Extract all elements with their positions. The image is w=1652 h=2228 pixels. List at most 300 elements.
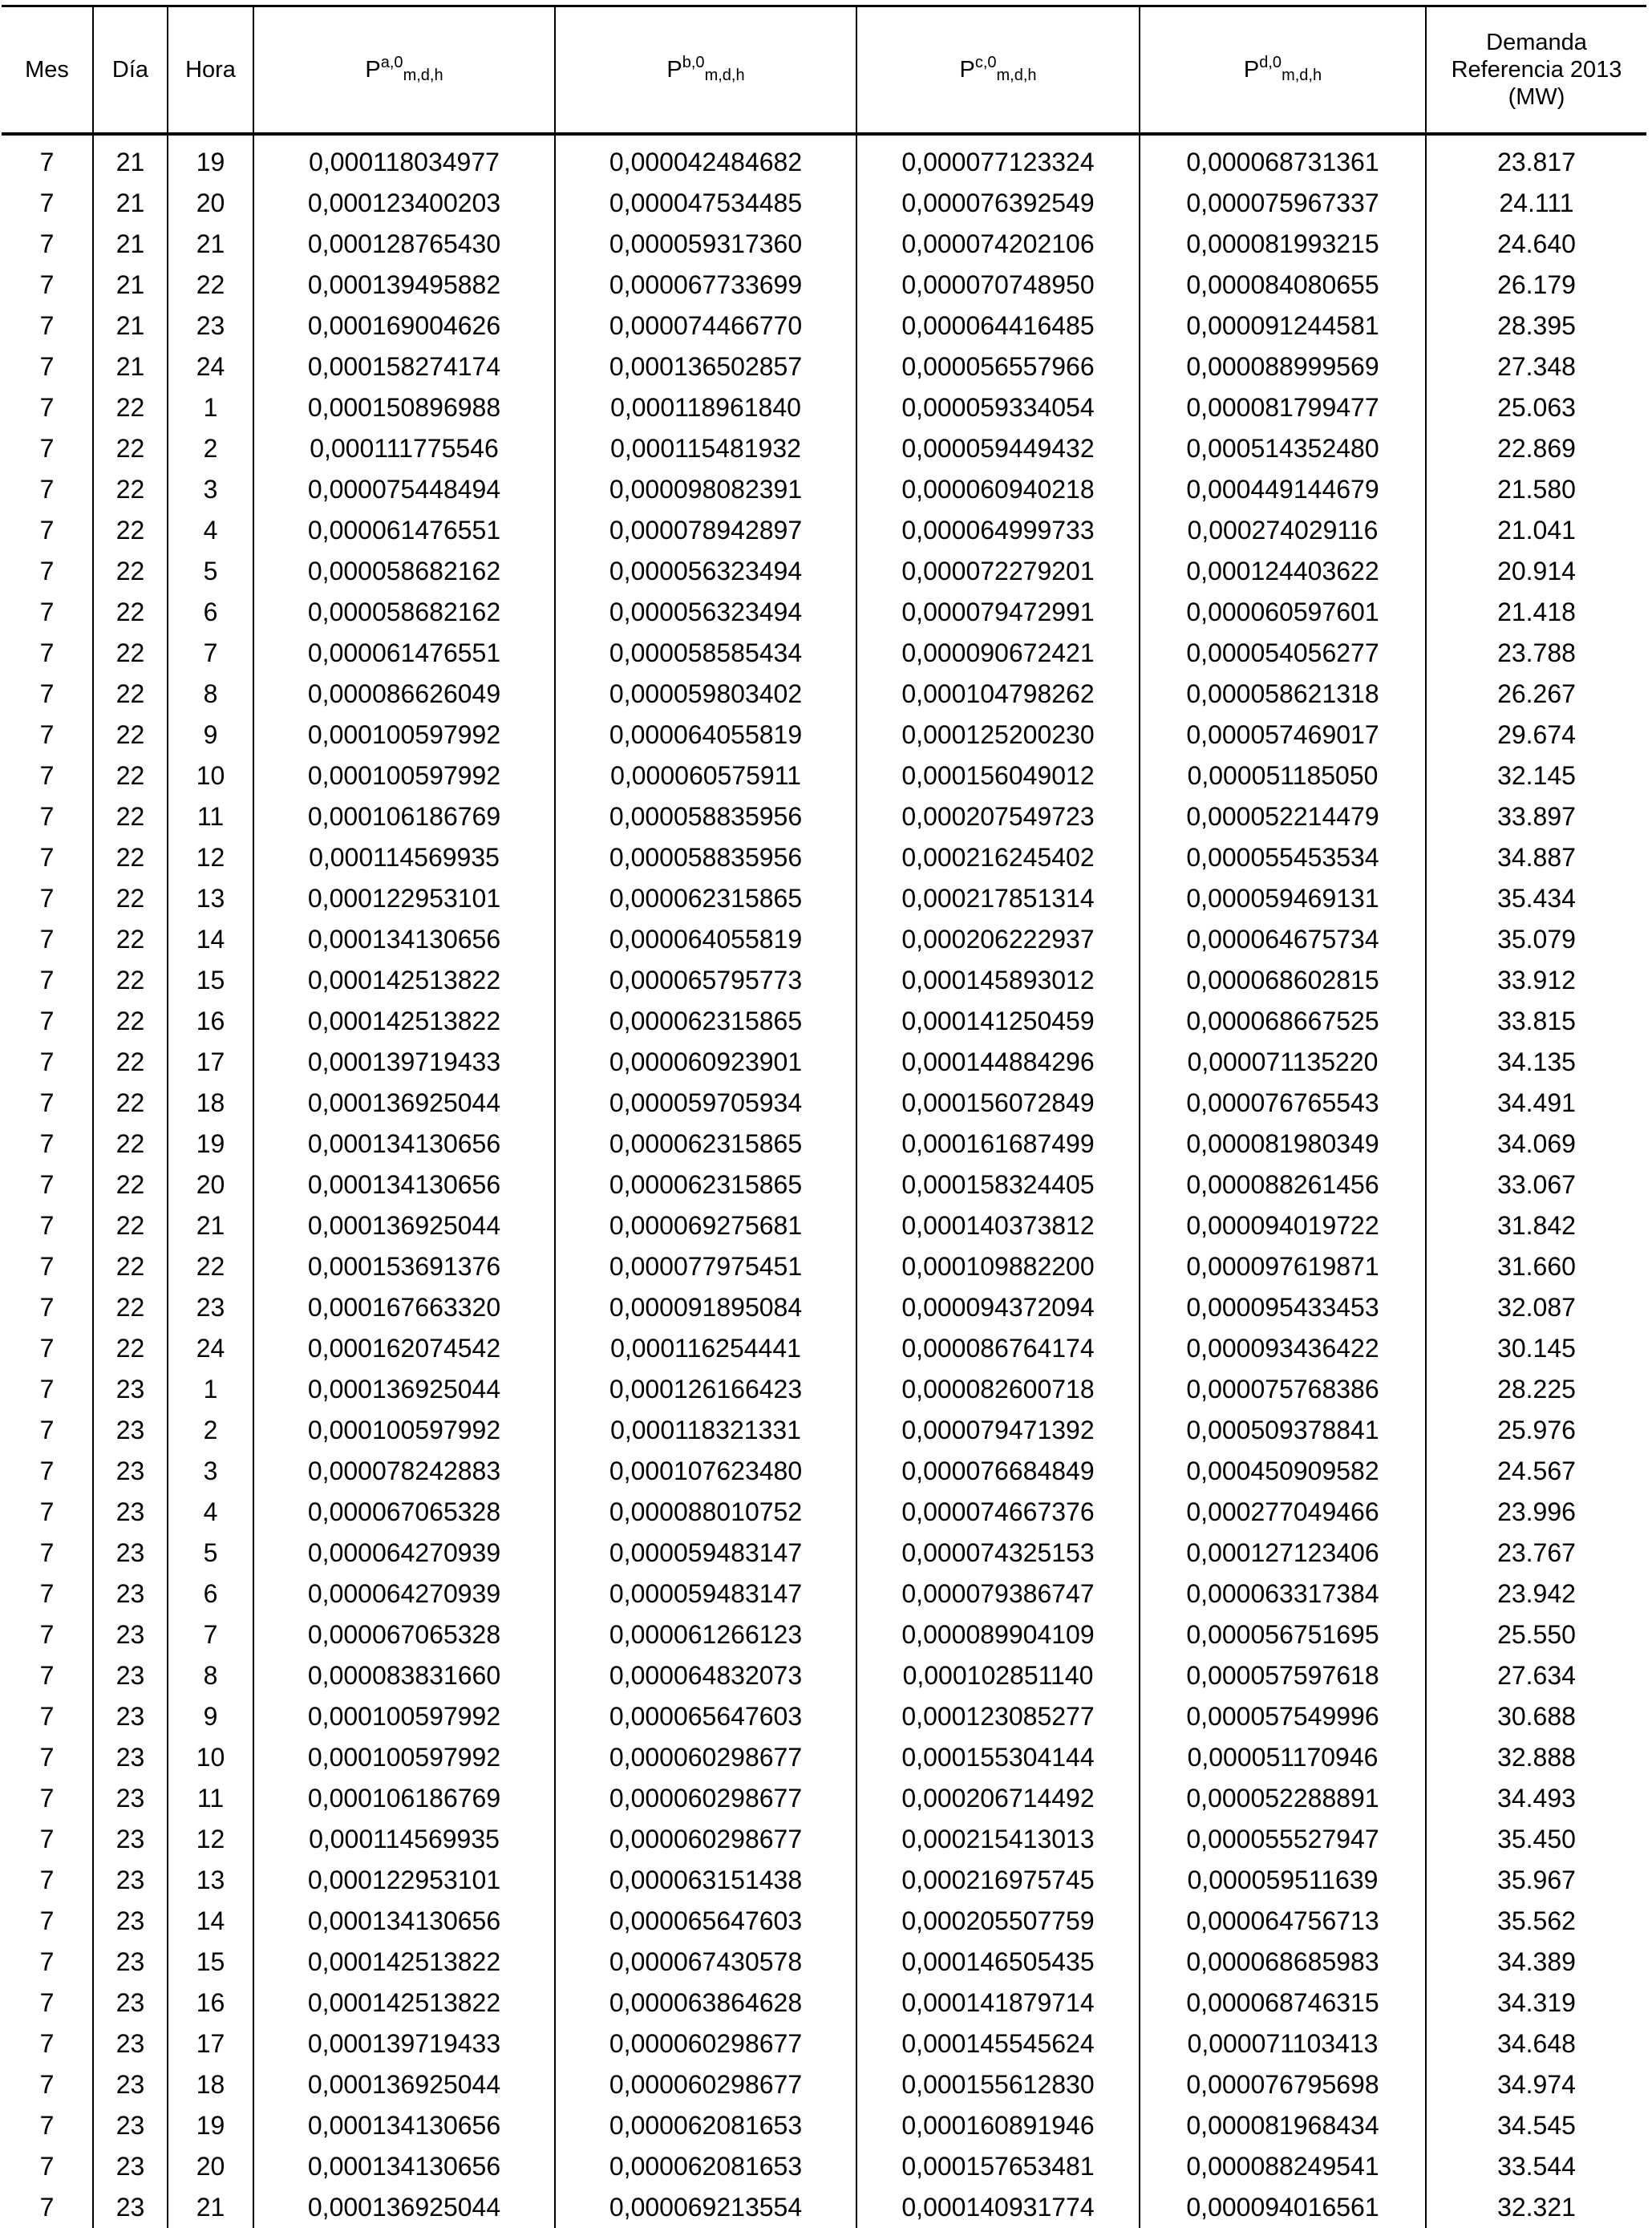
- mes-cell: 7: [2, 960, 93, 1001]
- mes-cell: 7: [2, 387, 93, 428]
- pd-cell: 0,000095433453: [1140, 1287, 1426, 1328]
- pd-cell: 0,000064756713: [1140, 1901, 1426, 1942]
- dia-cell: 23: [93, 1533, 168, 1574]
- mes-cell: 7: [2, 837, 93, 878]
- pa-cell: 0,000111775546: [253, 428, 555, 469]
- pb-cell: 0,000118961840: [555, 387, 856, 428]
- pd-cell: 0,000449144679: [1140, 469, 1426, 510]
- mes-cell: 7: [2, 755, 93, 796]
- pd-cell: 0,000059511639: [1140, 1860, 1426, 1901]
- pc-cell: 0,000060940218: [856, 469, 1140, 510]
- pd-cell: 0,000094016561: [1140, 2187, 1426, 2228]
- table-row: [2, 1410, 1646, 1451]
- pa-cell: 0,000064270939: [253, 1533, 555, 1574]
- data-table: [2, 5, 1646, 2228]
- table-body: [2, 134, 1646, 2228]
- dia-cell: 22: [93, 674, 168, 715]
- hora-cell: 9: [168, 715, 253, 755]
- pc-cell: 0,000160891946: [856, 2105, 1140, 2146]
- mes-cell: 7: [2, 2023, 93, 2064]
- dia-cell: 23: [93, 1614, 168, 1655]
- dia-cell: 23: [93, 1696, 168, 1737]
- table-row: [2, 387, 1646, 428]
- mes-cell: 7: [2, 1614, 93, 1655]
- hora-cell: 13: [168, 878, 253, 919]
- pc-cell: 0,000155304144: [856, 1737, 1140, 1778]
- hora-cell: 20: [168, 2146, 253, 2187]
- dia-cell: 23: [93, 1819, 168, 1860]
- dia-cell: 22: [93, 919, 168, 960]
- pa-cell: 0,000136925044: [253, 2187, 555, 2228]
- table-row: [2, 1083, 1646, 1124]
- table-row: [2, 2023, 1646, 2064]
- pb-cell: 0,000098082391: [555, 469, 856, 510]
- pb-cell: 0,000047534485: [555, 183, 856, 224]
- table-row: [2, 2064, 1646, 2105]
- header-pb-sub: m,d,h: [704, 67, 745, 84]
- mes-cell: 7: [2, 1328, 93, 1369]
- hora-cell: 7: [168, 1614, 253, 1655]
- mes-cell: 7: [2, 1205, 93, 1246]
- table-row: [2, 1696, 1646, 1737]
- hora-cell: 16: [168, 1001, 253, 1042]
- dia-cell: 22: [93, 755, 168, 796]
- pd-cell: 0,000060597601: [1140, 592, 1426, 633]
- mes-cell: 7: [2, 510, 93, 551]
- pb-cell: 0,000062315865: [555, 1001, 856, 1042]
- table-row: [2, 1737, 1646, 1778]
- demanda-cell: 29.674: [1497, 720, 1576, 749]
- pd-cell: 0,000057597618: [1140, 1655, 1426, 1696]
- header-dia: Día: [93, 6, 168, 135]
- dia-cell: 21: [93, 306, 168, 346]
- demanda-cell: 34.491: [1497, 1088, 1576, 1117]
- dia-cell: 23: [93, 1655, 168, 1696]
- mes-cell: 7: [2, 1778, 93, 1819]
- pb-cell: 0,000074466770: [555, 306, 856, 346]
- mes-cell: 7: [2, 2064, 93, 2105]
- hora-cell: 24: [168, 346, 253, 387]
- pa-cell: 0,000100597992: [253, 755, 555, 796]
- table-row: [2, 134, 1646, 183]
- table-row: [2, 633, 1646, 674]
- dia-cell: 22: [93, 387, 168, 428]
- header-row: [2, 6, 1646, 135]
- pd-cell: 0,000058621318: [1140, 674, 1426, 715]
- pa-cell: 0,000114569935: [253, 837, 555, 878]
- hora-cell: 1: [168, 1369, 253, 1410]
- hora-cell: 17: [168, 1042, 253, 1083]
- hora-cell: 10: [168, 755, 253, 796]
- pa-cell: 0,000134130656: [253, 919, 555, 960]
- hora-cell: 12: [168, 837, 253, 878]
- demanda-cell: 25.550: [1497, 1620, 1576, 1649]
- demanda-cell: 25.976: [1497, 1416, 1576, 1444]
- pd-cell: 0,000068685983: [1140, 1942, 1426, 1983]
- demanda-cell: 26.179: [1497, 270, 1576, 299]
- pd-cell: 0,000063317384: [1140, 1574, 1426, 1614]
- mes-cell: 7: [2, 1901, 93, 1942]
- pd-cell: 0,000068667525: [1140, 1001, 1426, 1042]
- hora-cell: 17: [168, 2023, 253, 2064]
- header-pc: [856, 6, 1140, 135]
- mes-cell: 7: [2, 265, 93, 306]
- demanda-cell: 28.395: [1497, 311, 1576, 340]
- pb-cell: 0,000065795773: [555, 960, 856, 1001]
- dia-cell: 22: [93, 1124, 168, 1165]
- pb-cell: 0,000059705934: [555, 1083, 856, 1124]
- pc-cell: 0,000155612830: [856, 2064, 1140, 2105]
- pb-cell: 0,000078942897: [555, 510, 856, 551]
- pd-cell: 0,000056751695: [1140, 1614, 1426, 1655]
- hora-cell: 1: [168, 387, 253, 428]
- pd-cell: 0,000084080655: [1140, 265, 1426, 306]
- demanda-cell: 34.389: [1497, 1947, 1576, 1976]
- pa-cell: 0,000075448494: [253, 469, 555, 510]
- pb-cell: 0,000058585434: [555, 633, 856, 674]
- demanda-cell: 21.418: [1497, 598, 1576, 626]
- pb-cell: 0,000059483147: [555, 1533, 856, 1574]
- demanda-cell: 28.225: [1497, 1375, 1576, 1404]
- header-pb-base: P: [666, 57, 682, 83]
- dia-cell: 22: [93, 837, 168, 878]
- demanda-cell: 34.545: [1497, 2111, 1576, 2140]
- pa-cell: 0,000058682162: [253, 592, 555, 633]
- pc-cell: 0,000064999733: [856, 510, 1140, 551]
- pd-cell: 0,000071103413: [1140, 2023, 1426, 2064]
- pb-cell: 0,000059483147: [555, 1574, 856, 1614]
- pc-cell: 0,000207549723: [856, 796, 1140, 837]
- pb-cell: 0,000062081653: [555, 2105, 856, 2146]
- pc-cell: 0,000146505435: [856, 1942, 1140, 1983]
- pb-cell: 0,000091895084: [555, 1287, 856, 1328]
- pc-cell: 0,000074667376: [856, 1492, 1140, 1533]
- pd-cell: 0,000075768386: [1140, 1369, 1426, 1410]
- pd-cell: 0,000450909582: [1140, 1451, 1426, 1492]
- dia-cell: 22: [93, 510, 168, 551]
- table-row: [2, 224, 1646, 265]
- pb-cell: 0,000118321331: [555, 1410, 856, 1451]
- mes-cell: 7: [2, 1165, 93, 1205]
- pb-cell: 0,000059317360: [555, 224, 856, 265]
- demanda-cell: 30.145: [1497, 1334, 1576, 1363]
- mes-cell: 7: [2, 1655, 93, 1696]
- pb-cell: 0,000062315865: [555, 1124, 856, 1165]
- pd-cell: 0,000057549996: [1140, 1696, 1426, 1737]
- demanda-cell: 23.942: [1497, 1579, 1576, 1608]
- mes-cell: 7: [2, 1369, 93, 1410]
- table-row: [2, 551, 1646, 592]
- dia-cell: 22: [93, 1001, 168, 1042]
- pa-cell: 0,000136925044: [253, 1369, 555, 1410]
- pd-cell: 0,000081980349: [1140, 1124, 1426, 1165]
- dia-cell: 22: [93, 796, 168, 837]
- pd-cell: 0,000054056277: [1140, 633, 1426, 674]
- hora-cell: 14: [168, 919, 253, 960]
- pc-cell: 0,000158324405: [856, 1165, 1140, 1205]
- hora-cell: 2: [168, 1410, 253, 1451]
- mes-cell: 7: [2, 306, 93, 346]
- hora-cell: 21: [168, 2187, 253, 2228]
- dia-cell: 23: [93, 1983, 168, 2023]
- pc-cell: 0,000140373812: [856, 1205, 1140, 1246]
- demanda-cell: 21.041: [1497, 516, 1576, 545]
- pc-cell: 0,000076392549: [856, 183, 1140, 224]
- table-row: [2, 1328, 1646, 1369]
- header-hora: Hora: [168, 6, 253, 135]
- dia-cell: 21: [93, 265, 168, 306]
- pd-cell: 0,000059469131: [1140, 878, 1426, 919]
- table-row: [2, 592, 1646, 633]
- pc-cell: 0,000090672421: [856, 633, 1140, 674]
- demanda-cell: 34.648: [1497, 2029, 1576, 2058]
- pa-cell: 0,000162074542: [253, 1328, 555, 1369]
- pd-cell: 0,000081799477: [1140, 387, 1426, 428]
- pb-cell: 0,000042484682: [555, 134, 856, 183]
- table-row: [2, 1819, 1646, 1860]
- pc-cell: 0,000089904109: [856, 1614, 1140, 1655]
- pd-cell: 0,000057469017: [1140, 715, 1426, 755]
- pd-cell: 0,000068746315: [1140, 1983, 1426, 2023]
- table-row: [2, 919, 1646, 960]
- pd-cell: 0,000052214479: [1140, 796, 1426, 837]
- table-row: [2, 2187, 1646, 2228]
- table-row: [2, 306, 1646, 346]
- pa-cell: 0,000142513822: [253, 1001, 555, 1042]
- mes-cell: 7: [2, 469, 93, 510]
- demanda-cell: 35.434: [1497, 884, 1576, 913]
- header-pc-sup: c,0: [974, 54, 997, 71]
- pc-cell: 0,000216975745: [856, 1860, 1140, 1901]
- demanda-cell: 21.580: [1497, 475, 1576, 504]
- pb-cell: 0,000064055819: [555, 715, 856, 755]
- pd-cell: 0,000277049466: [1140, 1492, 1426, 1533]
- pb-cell: 0,000059803402: [555, 674, 856, 715]
- hora-cell: 16: [168, 1983, 253, 2023]
- pc-cell: 0,000102851140: [856, 1655, 1140, 1696]
- dia-cell: 23: [93, 2064, 168, 2105]
- table-row: [2, 1001, 1646, 1042]
- hora-cell: 13: [168, 1860, 253, 1901]
- pb-cell: 0,000058835956: [555, 796, 856, 837]
- mes-cell: 7: [2, 1533, 93, 1574]
- demanda-cell: 34.493: [1497, 1784, 1576, 1813]
- pb-cell: 0,000060298677: [555, 1737, 856, 1778]
- pa-cell: 0,000142513822: [253, 1942, 555, 1983]
- pb-cell: 0,000107623480: [555, 1451, 856, 1492]
- hora-cell: 6: [168, 592, 253, 633]
- pc-cell: 0,000205507759: [856, 1901, 1140, 1942]
- demanda-cell: 35.450: [1497, 1825, 1576, 1853]
- dia-cell: 23: [93, 1492, 168, 1533]
- mes-cell: 7: [2, 346, 93, 387]
- demanda-cell: 33.897: [1497, 802, 1576, 831]
- table-row: [2, 1614, 1646, 1655]
- document-page: [0, 5, 1652, 2228]
- demanda-cell: 31.842: [1497, 1211, 1576, 1240]
- pa-cell: 0,000139719433: [253, 1042, 555, 1083]
- table-row: [2, 1942, 1646, 1983]
- hora-cell: 23: [168, 1287, 253, 1328]
- mes-cell: 7: [2, 2146, 93, 2187]
- pa-cell: 0,000100597992: [253, 1410, 555, 1451]
- pa-cell: 0,000067065328: [253, 1492, 555, 1533]
- demanda-cell: 32.888: [1497, 1743, 1576, 1772]
- pc-cell: 0,000079386747: [856, 1574, 1140, 1614]
- mes-cell: 7: [2, 1574, 93, 1614]
- hora-cell: 4: [168, 1492, 253, 1533]
- pd-cell: 0,000088249541: [1140, 2146, 1426, 2187]
- header-demanda-line-3: (MW): [1508, 84, 1565, 110]
- pc-cell: 0,000076684849: [856, 1451, 1140, 1492]
- mes-cell: 7: [2, 1492, 93, 1533]
- mes-cell: 7: [2, 592, 93, 633]
- hora-cell: 18: [168, 1083, 253, 1124]
- pb-cell: 0,000060298677: [555, 1819, 856, 1860]
- pa-cell: 0,000122953101: [253, 1860, 555, 1901]
- mes-cell: 7: [2, 551, 93, 592]
- pd-cell: 0,000076765543: [1140, 1083, 1426, 1124]
- mes-cell: 7: [2, 878, 93, 919]
- pc-cell: 0,000125200230: [856, 715, 1140, 755]
- demanda-cell: 34.319: [1497, 1988, 1576, 2017]
- pc-cell: 0,000156049012: [856, 755, 1140, 796]
- dia-cell: 23: [93, 1778, 168, 1819]
- dia-cell: 23: [93, 2187, 168, 2228]
- demanda-cell: 32.087: [1497, 1293, 1576, 1322]
- mes-cell: 7: [2, 1942, 93, 1983]
- hora-cell: 20: [168, 183, 253, 224]
- pc-cell: 0,000141250459: [856, 1001, 1140, 1042]
- mes-cell: 7: [2, 919, 93, 960]
- table-row: [2, 1778, 1646, 1819]
- hora-cell: 19: [168, 134, 253, 183]
- hora-cell: 21: [168, 224, 253, 265]
- table-header: [2, 6, 1646, 135]
- dia-cell: 22: [93, 633, 168, 674]
- pc-cell: 0,000074325153: [856, 1533, 1140, 1574]
- pb-cell: 0,000060923901: [555, 1042, 856, 1083]
- header-pa-base: P: [365, 57, 381, 83]
- table-row: [2, 796, 1646, 837]
- dia-cell: 23: [93, 1942, 168, 1983]
- hora-cell: 9: [168, 1696, 253, 1737]
- demanda-cell: 25.063: [1497, 393, 1576, 422]
- pd-cell: 0,000509378841: [1140, 1410, 1426, 1451]
- pc-cell: 0,000140931774: [856, 2187, 1140, 2228]
- pc-cell: 0,000072279201: [856, 551, 1140, 592]
- pa-cell: 0,000067065328: [253, 1614, 555, 1655]
- pb-cell: 0,000056323494: [555, 551, 856, 592]
- table-row: [2, 346, 1646, 387]
- demanda-cell: 32.321: [1497, 2193, 1576, 2222]
- hora-cell: 19: [168, 2105, 253, 2146]
- pc-cell: 0,000074202106: [856, 224, 1140, 265]
- hora-cell: 11: [168, 796, 253, 837]
- table-row: [2, 2105, 1646, 2146]
- pd-cell: 0,000127123406: [1140, 1533, 1426, 1574]
- mes-cell: 7: [2, 674, 93, 715]
- dia-cell: 23: [93, 1451, 168, 1492]
- header-mes: Mes: [2, 6, 93, 135]
- dia-cell: 21: [93, 183, 168, 224]
- table-row: [2, 1901, 1646, 1942]
- pd-cell: 0,000055453534: [1140, 837, 1426, 878]
- hora-cell: 11: [168, 1778, 253, 1819]
- pa-cell: 0,000142513822: [253, 960, 555, 1001]
- dia-cell: 23: [93, 1860, 168, 1901]
- pd-cell: 0,000076795698: [1140, 2064, 1426, 2105]
- pd-cell: 0,000068731361: [1140, 134, 1426, 183]
- header-pa-sub: m,d,h: [403, 67, 443, 84]
- pd-cell: 0,000068602815: [1140, 960, 1426, 1001]
- pb-cell: 0,000062315865: [555, 1165, 856, 1205]
- hora-cell: 22: [168, 265, 253, 306]
- pc-cell: 0,000094372094: [856, 1287, 1140, 1328]
- pa-cell: 0,000136925044: [253, 1083, 555, 1124]
- header-pc-sub: m,d,h: [996, 67, 1037, 84]
- dia-cell: 22: [93, 960, 168, 1001]
- pa-cell: 0,000128765430: [253, 224, 555, 265]
- hora-cell: 7: [168, 633, 253, 674]
- pb-cell: 0,000058835956: [555, 837, 856, 878]
- table-row: [2, 878, 1646, 919]
- dia-cell: 22: [93, 1246, 168, 1287]
- pd-cell: 0,000088261456: [1140, 1165, 1426, 1205]
- dia-cell: 22: [93, 551, 168, 592]
- dia-cell: 22: [93, 428, 168, 469]
- pa-cell: 0,000100597992: [253, 1696, 555, 1737]
- pd-cell: 0,000274029116: [1140, 510, 1426, 551]
- hora-cell: 22: [168, 1246, 253, 1287]
- mes-cell: 7: [2, 224, 93, 265]
- pa-cell: 0,000078242883: [253, 1451, 555, 1492]
- demanda-cell: 34.069: [1497, 1129, 1576, 1158]
- table-row: [2, 510, 1646, 551]
- demanda-cell: 23.817: [1497, 148, 1576, 176]
- demanda-cell: 35.967: [1497, 1865, 1576, 1894]
- demanda-cell: 33.544: [1497, 2152, 1576, 2181]
- pc-cell: 0,000059334054: [856, 387, 1140, 428]
- pd-cell: 0,000514352480: [1140, 428, 1426, 469]
- header-pd: [1140, 6, 1426, 135]
- pc-cell: 0,000156072849: [856, 1083, 1140, 1124]
- hora-cell: 2: [168, 428, 253, 469]
- dia-cell: 22: [93, 469, 168, 510]
- table-row: [2, 1369, 1646, 1410]
- pa-cell: 0,000086626049: [253, 674, 555, 715]
- pd-cell: 0,000081968434: [1140, 2105, 1426, 2146]
- demanda-cell: 26.267: [1497, 679, 1576, 708]
- hora-cell: 5: [168, 1533, 253, 1574]
- pc-cell: 0,000079471392: [856, 1410, 1140, 1451]
- table-row: [2, 837, 1646, 878]
- pd-cell: 0,000052288891: [1140, 1778, 1426, 1819]
- dia-cell: 22: [93, 592, 168, 633]
- pb-cell: 0,000126166423: [555, 1369, 856, 1410]
- pa-cell: 0,000142513822: [253, 1983, 555, 2023]
- table-row: [2, 1492, 1646, 1533]
- pa-cell: 0,000136925044: [253, 1205, 555, 1246]
- mes-cell: 7: [2, 1124, 93, 1165]
- dia-cell: 23: [93, 1410, 168, 1451]
- hora-cell: 10: [168, 1737, 253, 1778]
- demanda-cell: 23.996: [1497, 1497, 1576, 1526]
- hora-cell: 18: [168, 2064, 253, 2105]
- dia-cell: 22: [93, 1083, 168, 1124]
- pc-cell: 0,000215413013: [856, 1819, 1140, 1860]
- hora-cell: 4: [168, 510, 253, 551]
